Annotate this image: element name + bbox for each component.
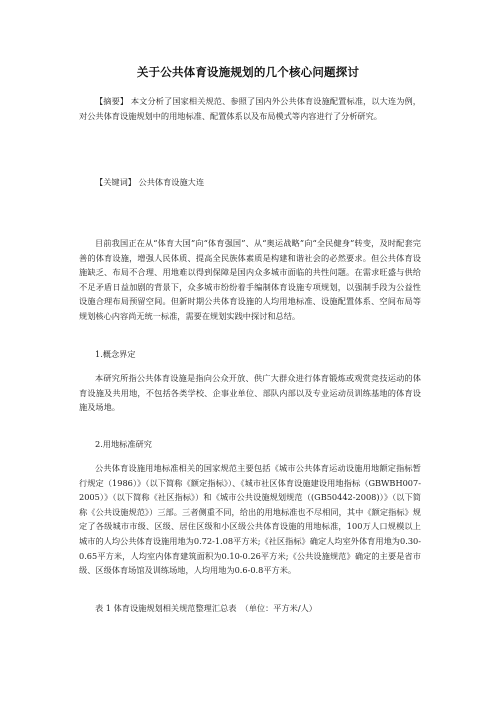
keywords: 【关键词】 公共体育设施大连 xyxy=(95,177,205,187)
section-heading-concept: 1.概念界定 xyxy=(95,349,136,359)
section-concept-body: 本研究所指公共体育设施是指向公众开放、供广大群众进行体育锻炼或观赏竞技运动的体育设施及共用地，不包括各类学校、企事业单位、部队内部以及专业运动员训练基地的体育设施及场地。 xyxy=(79,373,421,413)
abstract: 【摘要】 本文分析了国家相关规范、参照了国内外公共体育设施配置标准，以大连为例，对公共体育设施规划中的用地标准、配置体系以及布局模式等内容进行了分析研究。 xyxy=(79,96,421,121)
table-caption: 表 1 体育设施规划相关规范整理汇总表 （单位：平方米/人） xyxy=(95,603,317,613)
intro-paragraph: 目前我国正在从“体育大国”向“体育强国”、从“奥运战略”向“全民健身”转变，及时配套完善的体育设施，增强人民体质、提高全民族体素质是构建和谐社会的必然要求。但公共体育设施缺乏、布局不合理、用地难以得到保障是国内众多城市面临的共性问题。在需求旺盛与供给不足矛盾日益加剧的背景下，众多城市纷纷着手编制体育设施专项规划，以强制手段为公益性设施合理布局预留空间。但新时期公共体育设施的人均用地标准、设施配置体系、空间布局等规划核心内容尚无统一标准，需要在规划实践中探讨和总结。 xyxy=(79,238,421,321)
section-land-standard-body: 公共体育设施用地标准相关的国家规范主要包括《城市公共体育运动设施用地额定指标暂行规定（1986）》（以下简称《额定指标》）、《城市社区体育设施建设用地指标（GBWBH007-2005）》（以下简称《社区指标》）和《城市公共设施规划规范（(GB50442-2008)）》（以下简称《公共设施规范》）三部。三者侧重不同，给出的用地标准也不尽相同，其中《额定指标》规定了各级城市市级、区级、居住区级和小区级公共体育设施的用地标准，100万人口规模以上城市的人均公共体育设施用地为0.72-1.08平方米;《社区指标》确定人均室外体育用地为0.30-0.65平方米，人均室内体育建筑面积为0.10-0.26平方米;《公共设施规范》确定的主要是省市级、区级体育场馆及训练场地，人均用地为0.6-0.8平方米。 xyxy=(79,463,421,576)
document-title: 关于公共体育设施规划的几个核心问题探讨 xyxy=(136,65,360,79)
section-heading-land-standard: 2.用地标准研究 xyxy=(95,439,152,449)
